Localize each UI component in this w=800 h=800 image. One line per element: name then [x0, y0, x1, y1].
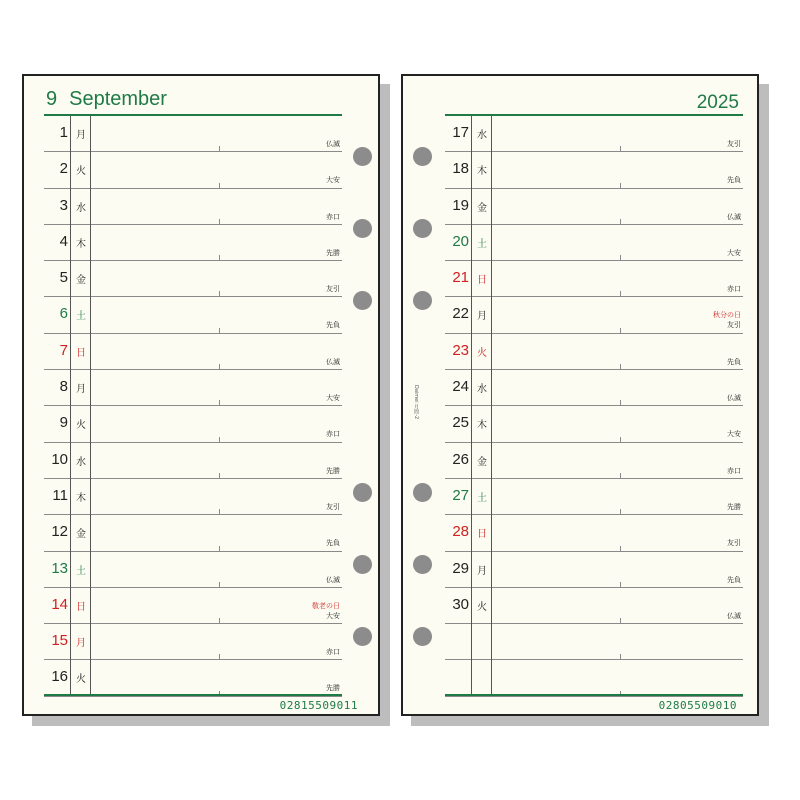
binder-hole-icon: [413, 627, 432, 646]
day-row[interactable]: [44, 552, 342, 588]
right-page: [401, 74, 759, 716]
weekday-label: 土: [477, 238, 487, 250]
day-row[interactable]: [445, 297, 743, 333]
rokuyo-label: 先勝: [326, 466, 340, 475]
weekday-label: 水: [477, 384, 487, 396]
left-page: [22, 74, 380, 716]
holiday-label: 秋分の日: [713, 311, 741, 320]
binder-hole-icon: [353, 291, 372, 310]
midline-tick: [620, 328, 621, 333]
day-number: 3: [59, 196, 68, 214]
day-row[interactable]: [44, 334, 342, 370]
rokuyo-label: 友引: [727, 539, 741, 548]
weekday-label: 木: [477, 420, 487, 432]
day-row[interactable]: [44, 624, 342, 660]
weekday-label: 月: [477, 311, 487, 323]
midline-tick: [620, 146, 621, 151]
rokuyo-label: 大安: [326, 611, 340, 620]
day-number: 8: [59, 378, 68, 396]
day-number: 12: [51, 523, 68, 541]
month-name: September: [69, 88, 167, 110]
binder-hole-icon: [353, 147, 372, 166]
binder-hole-icon: [353, 483, 372, 502]
binder-hole-icon: [353, 219, 372, 238]
midline-tick: [620, 473, 621, 478]
weekday-label: 金: [477, 456, 487, 468]
barcode-number: 02805509010: [658, 699, 737, 712]
weekday-label: 金: [477, 202, 487, 214]
rokuyo-label: 仏滅: [727, 611, 741, 620]
weekday-label: 土: [477, 492, 487, 504]
day-row[interactable]: [445, 443, 743, 479]
rokuyo-label: 赤口: [727, 285, 741, 294]
rokuyo-label: 先勝: [326, 684, 340, 693]
rokuyo-label: 先勝: [727, 502, 741, 511]
weekday-label: 月: [76, 384, 86, 396]
midline-tick: [219, 291, 220, 296]
weekday-label: 火: [76, 674, 86, 686]
day-number: 15: [51, 632, 68, 650]
rokuyo-label: 赤口: [727, 466, 741, 475]
midline-tick: [219, 183, 220, 188]
day-number: 21: [452, 269, 469, 287]
day-number: 20: [452, 232, 469, 250]
midline-tick: [219, 582, 220, 587]
rokuyo-label: 仏滅: [326, 140, 340, 148]
rokuyo-label: 先勝: [326, 248, 340, 257]
weekday-divider: [491, 116, 492, 694]
rokuyo-label: 大安: [727, 430, 741, 439]
rokuyo-label: 大安: [326, 176, 340, 185]
weekday-label: 日: [477, 275, 487, 287]
midline-tick: [620, 291, 621, 296]
day-row[interactable]: [44, 152, 342, 188]
weekday-label: 土: [76, 565, 86, 577]
day-rows: [445, 116, 743, 697]
weekday-label: 木: [76, 492, 86, 504]
day-number: 5: [59, 269, 68, 287]
day-number: 10: [51, 450, 68, 468]
weekday-label: 水: [76, 456, 86, 468]
midline-tick: [219, 328, 220, 333]
day-rows: [44, 116, 342, 697]
day-number: 26: [452, 450, 469, 468]
day-number: 18: [452, 160, 469, 178]
day-row[interactable]: [445, 189, 743, 225]
month-header: [46, 88, 167, 111]
year-header: 2025: [696, 92, 739, 113]
weekday-label: 日: [76, 347, 86, 359]
weekday-label: 月: [76, 638, 86, 650]
day-number: 17: [452, 124, 469, 141]
weekday-label: 火: [76, 166, 86, 178]
rokuyo-label: 友引: [727, 321, 741, 330]
weekday-label: 日: [76, 601, 86, 613]
rokuyo-label: 大安: [326, 394, 340, 403]
midline-tick: [219, 219, 220, 224]
rokuyo-label: 先負: [727, 176, 741, 185]
bottom-rule: [44, 694, 342, 696]
midline-tick: [620, 364, 621, 369]
midline-tick: [620, 255, 621, 260]
binder-hole-icon: [413, 555, 432, 574]
midline-tick: [620, 654, 621, 659]
day-number: 1: [59, 124, 68, 141]
weekday-label: 水: [477, 130, 487, 141]
rokuyo-label: 先負: [326, 321, 340, 330]
day-number: 22: [452, 305, 469, 323]
binder-hole-icon: [413, 483, 432, 502]
weekday-label: 月: [477, 565, 487, 577]
day-row[interactable]: [445, 552, 743, 588]
day-number: 2: [59, 160, 68, 178]
midline-tick: [219, 146, 220, 151]
midline-tick: [219, 509, 220, 514]
rokuyo-label: 先負: [727, 357, 741, 366]
day-number: 25: [452, 414, 469, 432]
day-row[interactable]: [44, 406, 342, 442]
day-divider: [70, 116, 71, 694]
weekday-divider: [90, 116, 91, 694]
midline-tick: [620, 400, 621, 405]
day-number: 13: [51, 559, 68, 577]
day-row[interactable]: [44, 297, 342, 333]
day-number: 28: [452, 523, 469, 541]
day-number: 29: [452, 559, 469, 577]
midline-tick: [620, 183, 621, 188]
day-row[interactable]: [44, 225, 342, 261]
binder-hole-icon: [413, 291, 432, 310]
midline-tick: [219, 364, 220, 369]
day-number: 6: [59, 305, 68, 323]
day-number: 27: [452, 486, 469, 504]
spine-text: Daimei 月間-2: [413, 385, 419, 420]
weekday-label: 水: [76, 202, 86, 214]
rokuyo-label: 仏滅: [727, 394, 741, 403]
day-row[interactable]: [44, 189, 342, 225]
rokuyo-label: 赤口: [326, 430, 340, 439]
day-row[interactable]: [445, 152, 743, 188]
day-number: 4: [59, 232, 68, 250]
month-number: 9: [46, 88, 58, 110]
midline-tick: [219, 255, 220, 260]
weekday-label: 木: [477, 166, 487, 178]
day-row[interactable]: [44, 443, 342, 479]
midline-tick: [620, 219, 621, 224]
barcode-number: 02815509011: [279, 699, 358, 712]
day-row[interactable]: [44, 261, 342, 297]
binder-hole-icon: [353, 555, 372, 574]
day-row[interactable]: [445, 261, 743, 297]
midline-tick: [620, 546, 621, 551]
midline-tick: [620, 618, 621, 623]
midline-tick: [620, 437, 621, 442]
day-row[interactable]: [445, 479, 743, 515]
day-row[interactable]: [445, 116, 743, 152]
day-number: 16: [51, 668, 68, 686]
day-number: 24: [452, 378, 469, 396]
day-number: 23: [452, 341, 469, 359]
day-row[interactable]: [445, 515, 743, 551]
rokuyo-label: 仏滅: [326, 575, 340, 584]
day-row[interactable]: [44, 370, 342, 406]
rokuyo-label: 友引: [326, 285, 340, 294]
midline-tick: [219, 400, 220, 405]
binder-hole-icon: [353, 627, 372, 646]
day-row[interactable]: [44, 116, 342, 152]
weekday-label: 火: [76, 420, 86, 432]
day-row[interactable]: [445, 660, 743, 696]
day-row[interactable]: [445, 406, 743, 442]
bottom-rule: [445, 694, 743, 696]
day-row[interactable]: [445, 588, 743, 624]
day-row[interactable]: [445, 334, 743, 370]
weekday-label: 土: [76, 311, 86, 323]
rokuyo-label: 仏滅: [727, 212, 741, 221]
rokuyo-label: 赤口: [326, 212, 340, 221]
day-row[interactable]: [445, 624, 743, 660]
weekday-label: 火: [477, 601, 487, 613]
midline-tick: [219, 437, 220, 442]
day-row[interactable]: [44, 588, 342, 624]
midline-tick: [219, 618, 220, 623]
day-row[interactable]: [44, 515, 342, 551]
day-divider: [471, 116, 472, 694]
day-number: 11: [52, 486, 68, 504]
weekday-label: 木: [76, 238, 86, 250]
day-row[interactable]: [44, 479, 342, 515]
day-number: 14: [51, 595, 68, 613]
midline-tick: [219, 546, 220, 551]
day-number: 30: [452, 595, 469, 613]
rokuyo-label: 仏滅: [326, 357, 340, 366]
binder-hole-icon: [413, 219, 432, 238]
rokuyo-label: 友引: [727, 140, 741, 148]
rokuyo-label: 大安: [727, 248, 741, 257]
weekday-label: 日: [477, 529, 487, 541]
day-number: 9: [59, 414, 68, 432]
holiday-label: 敬老の日: [312, 601, 340, 610]
day-number: 19: [452, 196, 469, 214]
weekday-label: 月: [76, 130, 86, 141]
binder-hole-icon: [413, 147, 432, 166]
day-number: 7: [59, 341, 68, 359]
day-row[interactable]: [44, 660, 342, 696]
midline-tick: [219, 473, 220, 478]
weekday-label: 火: [477, 347, 487, 359]
midline-tick: [620, 509, 621, 514]
midline-tick: [219, 654, 220, 659]
day-row[interactable]: [445, 225, 743, 261]
weekday-label: 金: [76, 529, 86, 541]
midline-tick: [620, 582, 621, 587]
rokuyo-label: 先負: [326, 539, 340, 548]
day-row[interactable]: [445, 370, 743, 406]
rokuyo-label: 先負: [727, 575, 741, 584]
rokuyo-label: 友引: [326, 502, 340, 511]
weekday-label: 金: [76, 275, 86, 287]
rokuyo-label: 赤口: [326, 648, 340, 657]
